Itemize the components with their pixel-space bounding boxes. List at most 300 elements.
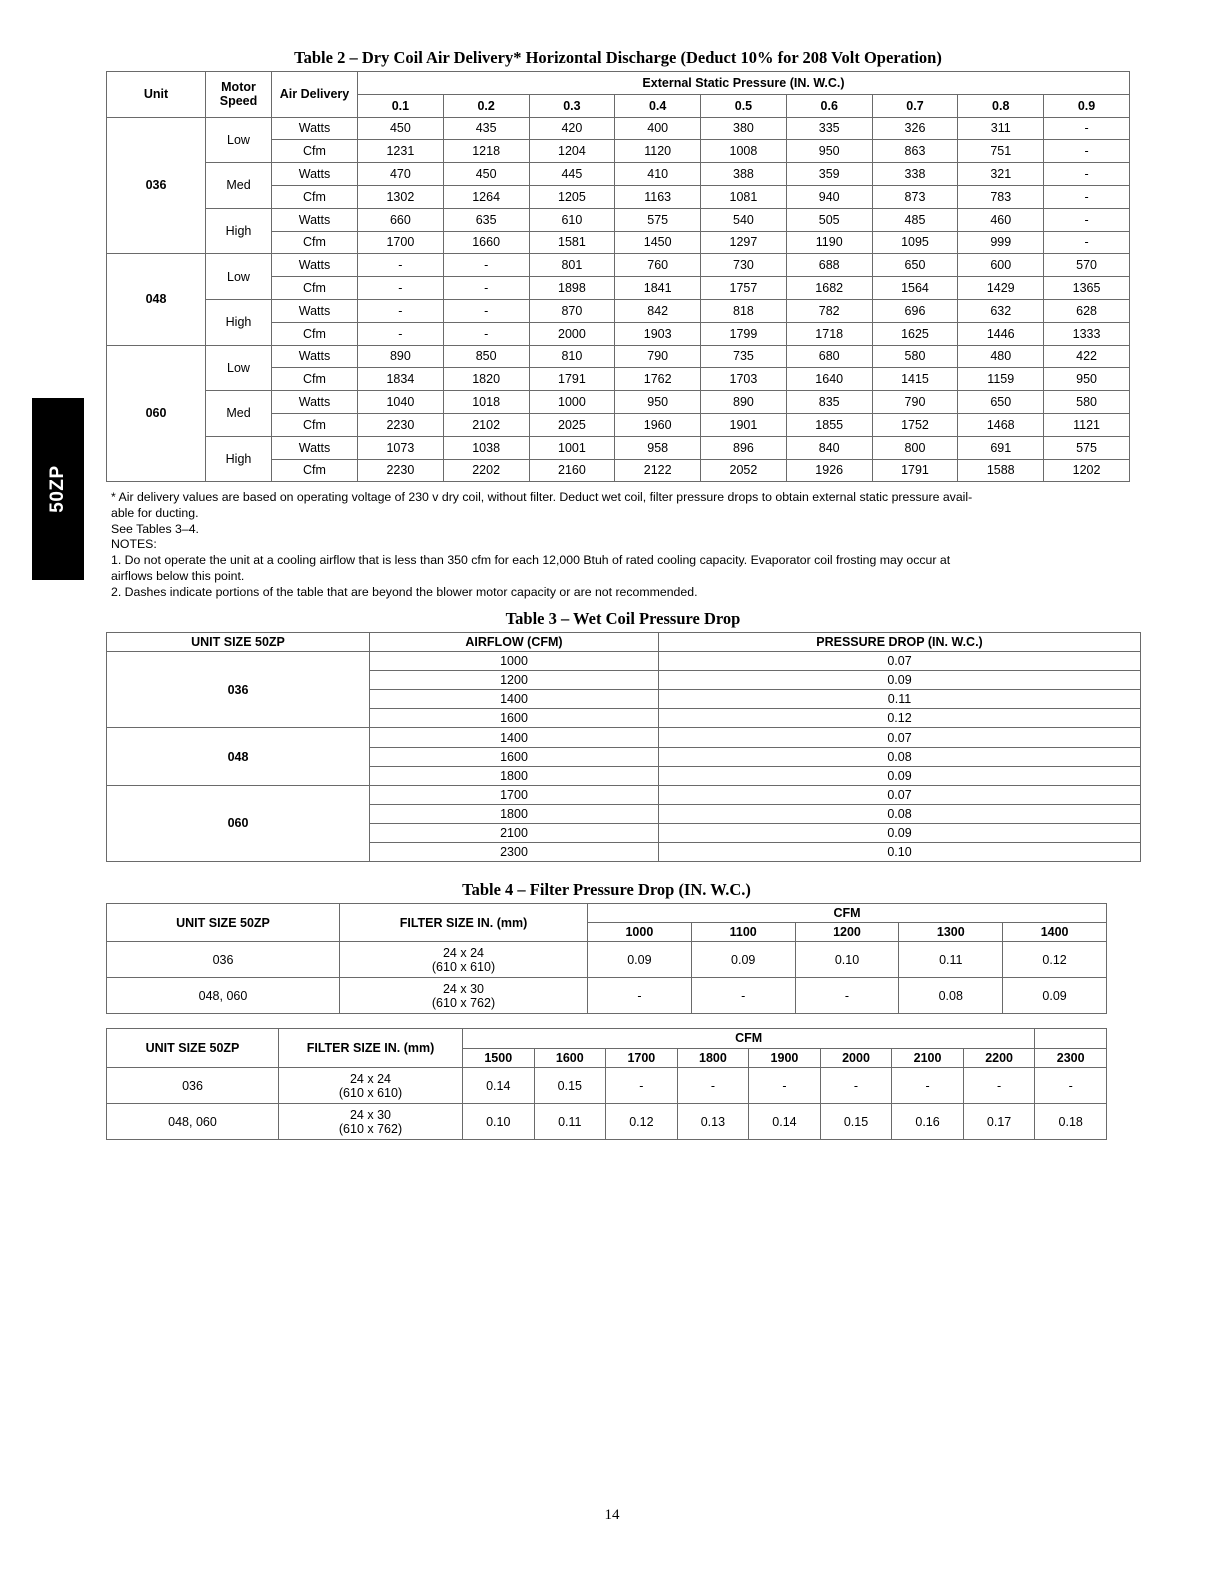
value-cell: -	[1044, 117, 1130, 140]
value-cell: 1095	[872, 231, 958, 254]
value-cell: 1450	[615, 231, 701, 254]
value-cell: 660	[358, 208, 444, 231]
header-cfm-1200: 1200	[795, 923, 899, 942]
value-cell: 321	[958, 163, 1044, 186]
air-delivery-cell: Cfm	[272, 322, 358, 345]
header-unit: Unit	[107, 72, 206, 118]
value-cell: 999	[958, 231, 1044, 254]
value-cell: 950	[786, 140, 872, 163]
unit-size-cell: 048	[107, 728, 370, 785]
value-cell: 1718	[786, 322, 872, 345]
table-row	[107, 254, 1130, 277]
value-cell: 410	[615, 163, 701, 186]
value-cell: 801	[529, 254, 615, 277]
value-cell: 0.12	[606, 1104, 678, 1140]
air-delivery-cell: Cfm	[272, 368, 358, 391]
motor-speed-cell: Low	[206, 345, 272, 391]
value-cell: 1588	[958, 459, 1044, 482]
footnote-line: * Air delivery values are based on operating voltage of 230 v dry coil, without filter. Deduct wet coil, filter pressure drops to obtain external static pressure avail-	[111, 490, 973, 504]
motor-speed-cell: High	[206, 299, 272, 345]
value-cell: 810	[529, 345, 615, 368]
unit-size-cell: 036	[107, 942, 340, 978]
value-cell: 1038	[443, 436, 529, 459]
value-cell: 1703	[701, 368, 787, 391]
page-number: 14	[604, 1507, 620, 1523]
value-cell: 570	[1044, 254, 1130, 277]
air-delivery-cell: Watts	[272, 436, 358, 459]
value-cell: -	[691, 978, 795, 1014]
value-cell: 422	[1044, 345, 1130, 368]
header-pressure-0.7: 0.7	[872, 94, 958, 117]
value-cell: 1231	[358, 140, 444, 163]
value-cell: 863	[872, 140, 958, 163]
filter-size-cell	[279, 1068, 463, 1104]
value-cell: 1446	[958, 322, 1044, 345]
motor-speed-cell: Low	[206, 254, 272, 300]
value-cell: 1190	[786, 231, 872, 254]
table-row	[107, 652, 1141, 671]
airflow-cell: 1200	[370, 671, 659, 690]
header-cfm-1300: 1300	[899, 923, 1003, 942]
airflow-cell: 1800	[370, 766, 659, 785]
filter-size-mm: (610 x 762)	[431, 995, 496, 1010]
value-cell: -	[443, 322, 529, 345]
value-cell: 1682	[786, 277, 872, 300]
header-filter-size: FILTER SIZE IN. (mm)	[340, 904, 588, 942]
table-row	[107, 299, 1130, 322]
header-cfm-1900: 1900	[749, 1048, 821, 1068]
motor-speed-cell: High	[206, 436, 272, 482]
pressure-drop-cell: 0.07	[659, 785, 1141, 804]
value-cell: 0.17	[963, 1104, 1035, 1140]
airflow-cell: 1700	[370, 785, 659, 804]
air-delivery-cell: Cfm	[272, 231, 358, 254]
header-air-delivery: Air Delivery	[272, 72, 358, 118]
value-cell: 1903	[615, 322, 701, 345]
value-cell: 782	[786, 299, 872, 322]
value-cell: 835	[786, 391, 872, 414]
value-cell: 0.14	[749, 1104, 821, 1140]
filter-pressure-drop-table-a	[106, 903, 1107, 1014]
footnote-line: able for ducting.	[111, 505, 199, 520]
air-delivery-cell: Watts	[272, 208, 358, 231]
header-unit-size: UNIT SIZE 50ZP	[107, 1029, 279, 1068]
table-row	[107, 391, 1130, 414]
airflow-cell: 1800	[370, 804, 659, 823]
value-cell: 1660	[443, 231, 529, 254]
value-cell: -	[443, 254, 529, 277]
value-cell: 460	[958, 208, 1044, 231]
value-cell: -	[749, 1068, 821, 1104]
value-cell: -	[588, 978, 692, 1014]
air-delivery-cell: Cfm	[272, 459, 358, 482]
value-cell: 1834	[358, 368, 444, 391]
value-cell: 1700	[358, 231, 444, 254]
airflow-cell: 1600	[370, 747, 659, 766]
value-cell: 1960	[615, 413, 701, 436]
pressure-drop-cell: 0.11	[659, 690, 1141, 709]
air-delivery-cell: Watts	[272, 345, 358, 368]
value-cell: 635	[443, 208, 529, 231]
value-cell: 450	[358, 117, 444, 140]
unit-size-cell: 048, 060	[107, 978, 340, 1014]
value-cell: 575	[615, 208, 701, 231]
airflow-cell: 2100	[370, 823, 659, 842]
value-cell: 2025	[529, 413, 615, 436]
filter-size-in: 24 x 30	[349, 1107, 391, 1122]
header-filter-size: FILTER SIZE IN. (mm)	[279, 1029, 463, 1068]
table-row	[107, 345, 1130, 368]
footnote-line: 2. Dashes indicate portions of the table that are beyond the blower motor capacity or are not recommended.	[111, 584, 698, 599]
filter-size-cell	[279, 1104, 463, 1140]
value-cell: 1855	[786, 413, 872, 436]
value-cell: 1468	[958, 413, 1044, 436]
unit-size-cell: 036	[107, 652, 370, 728]
header-pressure-drop: PRESSURE DROP (IN. W.C.)	[659, 633, 1141, 652]
table2-caption: Table 2 – Dry Coil Air Delivery* Horizontal Discharge (Deduct 10% for 208 Volt Operation)	[294, 48, 942, 67]
pressure-drop-cell: 0.07	[659, 728, 1141, 747]
pressure-drop-cell: 0.09	[659, 766, 1141, 785]
value-cell: 691	[958, 436, 1044, 459]
value-cell: 850	[443, 345, 529, 368]
value-cell: 800	[872, 436, 958, 459]
value-cell: -	[606, 1068, 678, 1104]
value-cell: 790	[872, 391, 958, 414]
value-cell: 950	[615, 391, 701, 414]
pressure-drop-cell: 0.08	[659, 747, 1141, 766]
header-cfm-1400: 1400	[1003, 923, 1107, 942]
value-cell: 0.16	[892, 1104, 964, 1140]
value-cell: -	[795, 978, 899, 1014]
motor-speed-cell: Low	[206, 117, 272, 163]
value-cell: 0.12	[1003, 942, 1107, 978]
value-cell: -	[443, 277, 529, 300]
value-cell: 1898	[529, 277, 615, 300]
header-pressure-0.1: 0.1	[358, 94, 444, 117]
filter-size-cell	[340, 942, 588, 978]
value-cell: 0.09	[691, 942, 795, 978]
pressure-drop-cell: 0.07	[659, 652, 1141, 671]
value-cell: 450	[443, 163, 529, 186]
footnote-line: NOTES:	[111, 537, 157, 552]
value-cell: 628	[1044, 299, 1130, 322]
value-cell: 1791	[872, 459, 958, 482]
table-row	[107, 942, 1107, 978]
value-cell: 1018	[443, 391, 529, 414]
table2-footnotes	[111, 490, 1101, 601]
table-row	[107, 1068, 1107, 1104]
value-cell: -	[1044, 208, 1130, 231]
value-cell: -	[443, 299, 529, 322]
footnote-line: See Tables 3–4.	[111, 521, 199, 536]
unit-cell: 036	[107, 117, 206, 254]
value-cell: 470	[358, 163, 444, 186]
value-cell: 680	[786, 345, 872, 368]
value-cell: 1000	[529, 391, 615, 414]
table4-caption: Table 4 – Filter Pressure Drop (IN. W.C.)	[462, 880, 751, 899]
value-cell: -	[358, 322, 444, 345]
header-pressure-0.3: 0.3	[529, 94, 615, 117]
value-cell: -	[1035, 1068, 1107, 1104]
value-cell: 1218	[443, 140, 529, 163]
value-cell: 890	[701, 391, 787, 414]
air-delivery-cell: Watts	[272, 299, 358, 322]
header-unit-size: UNIT SIZE 50ZP	[107, 904, 340, 942]
value-cell: 1762	[615, 368, 701, 391]
header-pressure-0.6: 0.6	[786, 94, 872, 117]
value-cell: 650	[872, 254, 958, 277]
value-cell: 580	[1044, 391, 1130, 414]
value-cell: 632	[958, 299, 1044, 322]
pressure-drop-cell: 0.10	[659, 843, 1141, 862]
value-cell: 730	[701, 254, 787, 277]
value-cell: 688	[786, 254, 872, 277]
value-cell: 783	[958, 185, 1044, 208]
value-cell: 1120	[615, 140, 701, 163]
footnote-line: 1. Do not operate the unit at a cooling airflow that is less than 350 cfm for each 12,000 Btuh of rated cooling capacity. Evaporator coil frosting may occur at	[111, 553, 951, 568]
value-cell: 2102	[443, 413, 529, 436]
value-cell: -	[358, 277, 444, 300]
filter-size-in: 24 x 30	[442, 981, 484, 996]
value-cell: 1081	[701, 185, 787, 208]
value-cell: 696	[872, 299, 958, 322]
value-cell: 818	[701, 299, 787, 322]
value-cell: 1159	[958, 368, 1044, 391]
value-cell: 870	[529, 299, 615, 322]
filter-size-in: 24 x 24	[349, 1071, 391, 1086]
value-cell: 1757	[701, 277, 787, 300]
airflow-cell: 2300	[370, 843, 659, 862]
value-cell: 0.08	[899, 978, 1003, 1014]
value-cell: 485	[872, 208, 958, 231]
value-cell: -	[963, 1068, 1035, 1104]
value-cell: 840	[786, 436, 872, 459]
value-cell: 1791	[529, 368, 615, 391]
value-cell: 940	[786, 185, 872, 208]
value-cell: 580	[872, 345, 958, 368]
header-unit-size: UNIT SIZE 50ZP	[107, 633, 370, 652]
value-cell: 1001	[529, 436, 615, 459]
table-row	[107, 436, 1130, 459]
value-cell: 420	[529, 117, 615, 140]
value-cell: 2052	[701, 459, 787, 482]
side-tab	[32, 398, 84, 580]
value-cell: 435	[443, 117, 529, 140]
value-cell: 1121	[1044, 413, 1130, 436]
value-cell: 958	[615, 436, 701, 459]
air-delivery-cell: Cfm	[272, 185, 358, 208]
value-cell: 0.13	[677, 1104, 749, 1140]
value-cell: 1073	[358, 436, 444, 459]
filter-size-mm: (610 x 762)	[338, 1121, 403, 1136]
value-cell: 842	[615, 299, 701, 322]
value-cell: 445	[529, 163, 615, 186]
value-cell: 950	[1044, 368, 1130, 391]
header-cfm-2000: 2000	[820, 1048, 892, 1068]
air-delivery-cell: Cfm	[272, 413, 358, 436]
filter-pressure-drop-table-b	[106, 1028, 1107, 1140]
filter-size-cell	[340, 978, 588, 1014]
header-cfm-blank	[1035, 1029, 1107, 1049]
value-cell: 896	[701, 436, 787, 459]
value-cell: 2122	[615, 459, 701, 482]
table-row	[107, 1104, 1107, 1140]
value-cell: 0.18	[1035, 1104, 1107, 1140]
air-delivery-cell: Watts	[272, 163, 358, 186]
side-tab-label: 50ZP	[47, 465, 68, 513]
value-cell: 0.15	[820, 1104, 892, 1140]
header-external-static-pressure: External Static Pressure (IN. W.C.)	[358, 72, 1130, 95]
value-cell: 600	[958, 254, 1044, 277]
header-pressure-0.4: 0.4	[615, 94, 701, 117]
header-pressure-0.9: 0.9	[1044, 94, 1130, 117]
footnote-line: airflows below this point.	[111, 568, 245, 583]
value-cell: 1202	[1044, 459, 1130, 482]
value-cell: 1415	[872, 368, 958, 391]
value-cell: 311	[958, 117, 1044, 140]
header-motor-speed: Motor Speed	[206, 72, 272, 118]
value-cell: -	[358, 299, 444, 322]
unit-size-cell: 048, 060	[107, 1104, 279, 1140]
header-pressure-0.5: 0.5	[701, 94, 787, 117]
unit-cell: 060	[107, 345, 206, 482]
value-cell: -	[677, 1068, 749, 1104]
airflow-cell: 1400	[370, 728, 659, 747]
value-cell: -	[1044, 140, 1130, 163]
value-cell: 380	[701, 117, 787, 140]
value-cell: 335	[786, 117, 872, 140]
header-cfm-1600: 1600	[534, 1048, 606, 1068]
value-cell: 338	[872, 163, 958, 186]
value-cell: 1429	[958, 277, 1044, 300]
value-cell: 1564	[872, 277, 958, 300]
header-pressure-0.8: 0.8	[958, 94, 1044, 117]
header-cfm-1800: 1800	[677, 1048, 749, 1068]
air-delivery-cell: Watts	[272, 117, 358, 140]
value-cell: 890	[358, 345, 444, 368]
value-cell: 1625	[872, 322, 958, 345]
header-cfm: CFM	[588, 904, 1107, 923]
header-cfm-1000: 1000	[588, 923, 692, 942]
value-cell: 0.14	[463, 1068, 535, 1104]
value-cell: 1302	[358, 185, 444, 208]
table3-caption: Table 3 – Wet Coil Pressure Drop	[505, 609, 741, 628]
air-delivery-cell: Cfm	[272, 277, 358, 300]
value-cell: 2160	[529, 459, 615, 482]
value-cell: 1901	[701, 413, 787, 436]
value-cell: -	[892, 1068, 964, 1104]
filter-size-in: 24 x 24	[442, 945, 484, 960]
value-cell: 1926	[786, 459, 872, 482]
header-airflow: AIRFLOW (CFM)	[370, 633, 659, 652]
value-cell: 400	[615, 117, 701, 140]
value-cell: 326	[872, 117, 958, 140]
value-cell: 873	[872, 185, 958, 208]
value-cell: 0.11	[534, 1104, 606, 1140]
pressure-drop-cell: 0.12	[659, 709, 1141, 728]
value-cell: 1820	[443, 368, 529, 391]
value-cell: 480	[958, 345, 1044, 368]
value-cell: 0.10	[463, 1104, 535, 1140]
filter-size-mm: (610 x 610)	[431, 959, 496, 974]
header-cfm-1700: 1700	[606, 1048, 678, 1068]
value-cell: 0.09	[588, 942, 692, 978]
value-cell: 0.11	[899, 942, 1003, 978]
unit-cell: 048	[107, 254, 206, 345]
table-row	[107, 117, 1130, 140]
value-cell: -	[358, 254, 444, 277]
table-row	[107, 978, 1107, 1014]
value-cell: 1581	[529, 231, 615, 254]
header-pressure-0.2: 0.2	[443, 94, 529, 117]
wet-coil-pressure-drop-table	[106, 632, 1141, 862]
table-row	[107, 785, 1141, 804]
pressure-drop-cell: 0.09	[659, 823, 1141, 842]
air-delivery-cell: Cfm	[272, 140, 358, 163]
table-row	[107, 163, 1130, 186]
airflow-cell: 1000	[370, 652, 659, 671]
table-row	[107, 728, 1141, 747]
value-cell: 359	[786, 163, 872, 186]
value-cell: 610	[529, 208, 615, 231]
pressure-drop-cell: 0.09	[659, 671, 1141, 690]
header-cfm: CFM	[463, 1029, 1035, 1049]
value-cell: 1264	[443, 185, 529, 208]
value-cell: 1204	[529, 140, 615, 163]
value-cell: 735	[701, 345, 787, 368]
header-cfm-2200: 2200	[963, 1048, 1035, 1068]
value-cell: 2000	[529, 322, 615, 345]
value-cell: 1333	[1044, 322, 1130, 345]
air-delivery-cell: Watts	[272, 391, 358, 414]
value-cell: 650	[958, 391, 1044, 414]
value-cell: 540	[701, 208, 787, 231]
table-row	[107, 208, 1130, 231]
value-cell: 1799	[701, 322, 787, 345]
header-cfm-1100: 1100	[691, 923, 795, 942]
value-cell: 1163	[615, 185, 701, 208]
value-cell: 2230	[358, 459, 444, 482]
value-cell: 0.10	[795, 942, 899, 978]
value-cell: 1841	[615, 277, 701, 300]
header-cfm-2300: 2300	[1035, 1048, 1107, 1068]
value-cell: 0.09	[1003, 978, 1107, 1014]
value-cell: -	[1044, 231, 1130, 254]
airflow-cell: 1400	[370, 690, 659, 709]
value-cell: 575	[1044, 436, 1130, 459]
value-cell: 1008	[701, 140, 787, 163]
value-cell: 1640	[786, 368, 872, 391]
value-cell: 505	[786, 208, 872, 231]
value-cell: 0.15	[534, 1068, 606, 1104]
header-cfm-2100: 2100	[892, 1048, 964, 1068]
value-cell: 1365	[1044, 277, 1130, 300]
value-cell: 790	[615, 345, 701, 368]
value-cell: 2202	[443, 459, 529, 482]
filter-size-mm: (610 x 610)	[338, 1085, 403, 1100]
dry-coil-air-delivery-table	[106, 71, 1130, 482]
motor-speed-cell: High	[206, 208, 272, 254]
motor-speed-cell: Med	[206, 391, 272, 437]
value-cell: 2230	[358, 413, 444, 436]
value-cell: -	[1044, 163, 1130, 186]
value-cell: 1297	[701, 231, 787, 254]
value-cell: 751	[958, 140, 1044, 163]
header-cfm-1500: 1500	[463, 1048, 535, 1068]
value-cell: 1205	[529, 185, 615, 208]
value-cell: -	[1044, 185, 1130, 208]
air-delivery-cell: Watts	[272, 254, 358, 277]
